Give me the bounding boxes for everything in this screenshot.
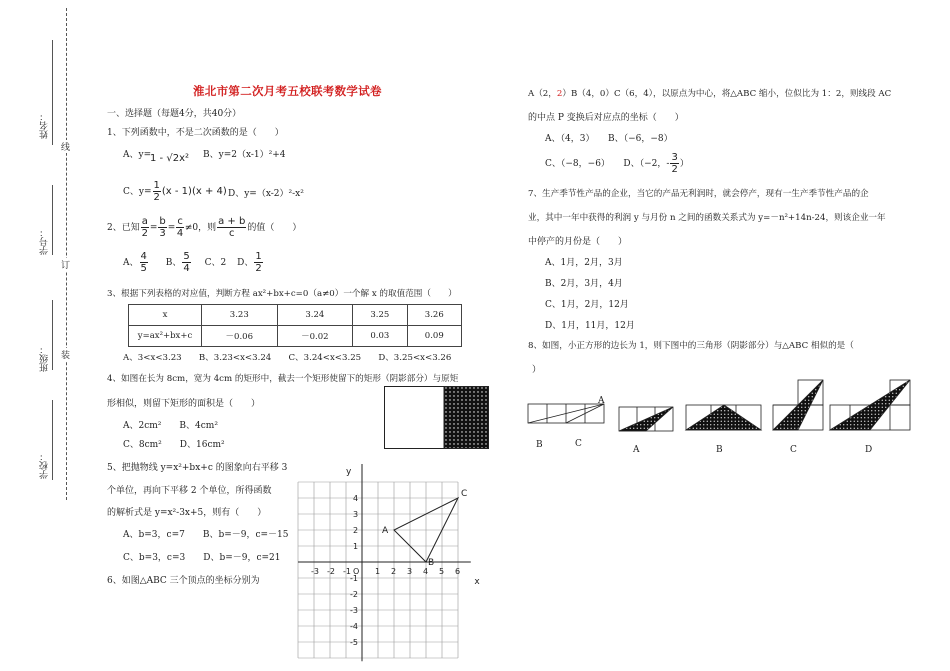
- q3-value-table: [128, 304, 462, 347]
- q1-c-num: 1: [153, 180, 160, 191]
- q8-fig-label-c: C: [575, 439, 582, 449]
- q2-f1-den: 2: [141, 228, 148, 239]
- q8-option-label-d: D: [865, 445, 873, 455]
- q2-d-den: 2: [255, 263, 262, 274]
- y-tick-label: 4: [353, 494, 359, 503]
- table-cell: 3.24: [277, 305, 353, 326]
- table-cell: 3.25: [353, 305, 407, 326]
- q2-a-num: 4: [140, 251, 147, 262]
- q3-options: A、3<x<3.23 B、3.23<x<3.24 C、3.24<x<3.25 D、3.25<x<3.26: [123, 353, 452, 363]
- table-cell: x: [129, 305, 202, 326]
- y-tick-label: 2: [353, 526, 359, 535]
- y-tick-label: 3: [353, 510, 359, 519]
- q2-f4-den: c: [228, 228, 235, 239]
- q2-d-frac: [254, 251, 262, 274]
- q2-frac-c4: [176, 216, 184, 239]
- q8-option-b-figure: [686, 405, 761, 430]
- q1-option-b: B、y=2（x-1）²+4: [203, 150, 286, 160]
- x-tick-label: -2: [327, 567, 335, 576]
- line-mark: 线: [61, 140, 70, 153]
- q4-stem-line2: 形相似，则留下矩形的面积是（ ）: [107, 399, 261, 409]
- table-cell: 0.03: [353, 326, 407, 347]
- q6-d-frac: [670, 152, 678, 175]
- q2-prefix: 2、已知: [107, 223, 140, 233]
- y-tick-label: 1: [353, 542, 359, 551]
- q1-c-fraction: [153, 180, 161, 203]
- x-axis-label: x: [474, 577, 480, 587]
- q7-line2: 业，其中一年中获得的利润 y 与月份 n 之间的函数关系式为 y=－n²+14n-24，则该企业一年: [528, 213, 886, 223]
- q8-option-label-a: A: [633, 445, 640, 455]
- x-tick-label: 6: [455, 567, 461, 576]
- q2-stem: 2、已知 $\frac{a}{2}$ = $\frac{b}{3}$ = $\frac{c}{4}$ ≠0，则 $\frac{a + b}{c}$ 的值（ ）: [107, 216, 302, 239]
- x-tick-label: 3: [407, 567, 413, 576]
- q7-line1: 7、生产季节性产品的企业，当它的产品无利润时，就会停产，现有一生产季节性产品的企: [528, 189, 869, 199]
- q6-options-ab: A、（4，3） B、（−6，−8）: [545, 134, 673, 144]
- table-cell: 0.09: [407, 326, 461, 347]
- q8-option-label-b: B: [716, 445, 723, 455]
- y-axis-label: y: [346, 467, 352, 477]
- x-tick-label: -1: [343, 567, 351, 576]
- q2-b-label: B、: [165, 258, 182, 268]
- q7-line3: 中停产的月份是（ ）: [528, 237, 628, 247]
- table-cell: y=ax²+bx+c: [129, 326, 202, 347]
- y-tick-label: -3: [350, 606, 358, 615]
- q6-r1-pre: A（2，: [528, 89, 557, 99]
- q8-line1: 8、如图，小正方形的边长为 1，则下图中的三角形（阴影部分）与△ABC 相似的是（: [528, 341, 854, 351]
- table-cell: －0.02: [277, 326, 353, 347]
- q6-line-right1: [528, 87, 891, 99]
- q2-f1-num: a: [141, 216, 148, 227]
- q8-option-c-figure: [773, 380, 823, 430]
- q2-c: C、2: [204, 258, 227, 268]
- q5-options-ab: A、b=3，c=7 B、b=－9，c=－15: [123, 530, 289, 540]
- seal-mark: 订: [61, 258, 70, 271]
- q2-f2-num: b: [159, 216, 166, 227]
- q1-stem: 1、下列函数中，不是二次函数的是（ ）: [107, 128, 284, 138]
- q2-frac-a2: [141, 216, 149, 239]
- q2-b-num: 5: [183, 251, 190, 262]
- q2-f4-num: a + b: [218, 216, 246, 227]
- binding-dashed-line: [66, 8, 67, 500]
- q1-c-den: 2: [153, 192, 160, 203]
- q1-option-a: [123, 147, 151, 160]
- q4-options-ab: A、2cm² B、4cm²: [123, 421, 218, 431]
- point-a-label: A: [382, 526, 389, 536]
- name-label: 姓名：: [40, 112, 50, 139]
- q2-f2-den: 3: [159, 228, 166, 239]
- q2-d-num: 1: [255, 251, 262, 262]
- q6-r1-red: 2: [556, 89, 563, 99]
- q1-a-prefix: A、y=: [123, 150, 152, 160]
- x-tick-label: 2: [391, 567, 397, 576]
- table-cell: 3.26: [407, 305, 461, 326]
- q1-c-prefix: C、y=: [123, 187, 152, 197]
- x-tick-label: 1: [375, 567, 381, 576]
- q8-fig-label-b: B: [536, 440, 543, 450]
- q8-option-label-c: C: [790, 445, 797, 455]
- q4-options-cd: C、8cm² D、16cm²: [123, 440, 225, 450]
- y-tick-label: -4: [350, 622, 358, 631]
- x-tick-label: 5: [439, 567, 445, 576]
- q4-rectangle-figure: [384, 386, 490, 450]
- q2-frac-ab-c: [217, 216, 246, 239]
- school-field-line: [52, 400, 53, 480]
- q2-f3-den: 4: [176, 228, 184, 239]
- q7-option-a: A、1月，2月，3月: [545, 258, 623, 268]
- q7-option-b: B、2月，3月，4月: [545, 279, 623, 289]
- y-tick-label: -1: [350, 574, 358, 583]
- q4-stem-line1: 4、如图在长为 8cm，宽为 4cm 的矩形中，截去一个矩形使留下的矩形（阴影部分）与原矩: [107, 374, 459, 384]
- q1-c-rest: (x - 1)(x + 4): [161, 186, 227, 197]
- q5-line2: 个单位，再向下平移 2 个单位，所得函数: [107, 486, 272, 496]
- page-title: 淮北市第二次月考五校联考数学试卷: [193, 84, 382, 98]
- q6-options-cd: [545, 152, 689, 175]
- table-cell: －0.06: [202, 326, 278, 347]
- school-label: 学校：: [40, 452, 50, 479]
- q2-neq: ≠0，则: [184, 223, 217, 233]
- q6-d-den: 2: [671, 164, 678, 175]
- q6-d-close: ）: [679, 159, 689, 169]
- x-tick-label: -3: [311, 567, 319, 576]
- section-heading: 一、选择题（每题4分，共40分）: [107, 109, 242, 119]
- q2-d-label: D、: [237, 258, 254, 268]
- point-c-label: C: [461, 489, 468, 499]
- name-field-line: [52, 40, 53, 145]
- q5-line1: 5、把抛物线 y=x²+bx+c 的图象向右平移 3: [107, 463, 288, 473]
- q2-suffix: 的值（ ）: [247, 223, 302, 233]
- q6-r1-post: ）B（4，0）C（6，4），以原点为中心，将△ABC 缩小，位似比为 1：2，则线段 AC: [562, 89, 892, 99]
- class-label: 班级：: [40, 345, 50, 372]
- q6-line-right2: 的中点 P 变换后对应点的坐标（ ）: [528, 113, 684, 123]
- q3-stem: 3、根据下列表格的对应值，判断方程 ax²+bx+c=0（a≠0）一个解 x 的取值范围（ ）: [107, 289, 457, 299]
- table-cell: 3.23: [202, 305, 278, 326]
- q8-option-d-figure: [830, 380, 910, 430]
- q6-d-num: 3: [671, 152, 678, 163]
- y-tick-label: -5: [350, 638, 358, 647]
- table-row: [129, 326, 462, 347]
- origin-label: O: [353, 567, 360, 576]
- q7-option-c: C、1月，2月，12月: [545, 300, 629, 310]
- q2-f3-num: c: [177, 216, 183, 227]
- table-row: [129, 305, 462, 326]
- q8-fig-label-a: A: [598, 396, 605, 406]
- q7-option-d: D、1月，11月，12月: [545, 321, 635, 331]
- q6-line1: 6、如图△ABC 三个顶点的坐标分别为: [107, 576, 260, 586]
- class-field-line: [52, 300, 53, 370]
- q8-reference-abc: [528, 404, 604, 423]
- q2-a-den: 5: [140, 263, 147, 274]
- x-tick-label: 4: [423, 567, 429, 576]
- q2-b-frac: [182, 251, 190, 274]
- q8-line2: ）: [532, 365, 542, 375]
- q5-options-cd: C、b=3，c=3 D、b=－9，c=21: [123, 553, 281, 563]
- q2-options: [123, 251, 264, 274]
- q6-c-text: C、（−8，−6） D、（−2，-: [545, 159, 670, 169]
- student-number-label: 学号：: [40, 228, 50, 255]
- q1-option-d: D、y=（x-2）²-x²: [228, 189, 304, 199]
- y-tick-label: -2: [350, 590, 358, 599]
- q5-line3: 的解析式是 y=x²-3x+5，则有（ ）: [107, 508, 267, 518]
- q2-b-den: 4: [183, 263, 190, 274]
- coordinate-grid-figure: [296, 462, 480, 671]
- q8-option-a-figure: [619, 407, 673, 431]
- q2-a-label: A、: [123, 258, 139, 268]
- q2-frac-b3: [158, 216, 166, 239]
- bind-mark: 装: [61, 348, 70, 361]
- number-field-line: [52, 185, 53, 255]
- q2-a-frac: [140, 251, 148, 274]
- point-b-label: B: [428, 558, 435, 568]
- q1-option-c: [123, 180, 227, 203]
- q1-option-a-expr: 1 - √2x²: [150, 153, 189, 164]
